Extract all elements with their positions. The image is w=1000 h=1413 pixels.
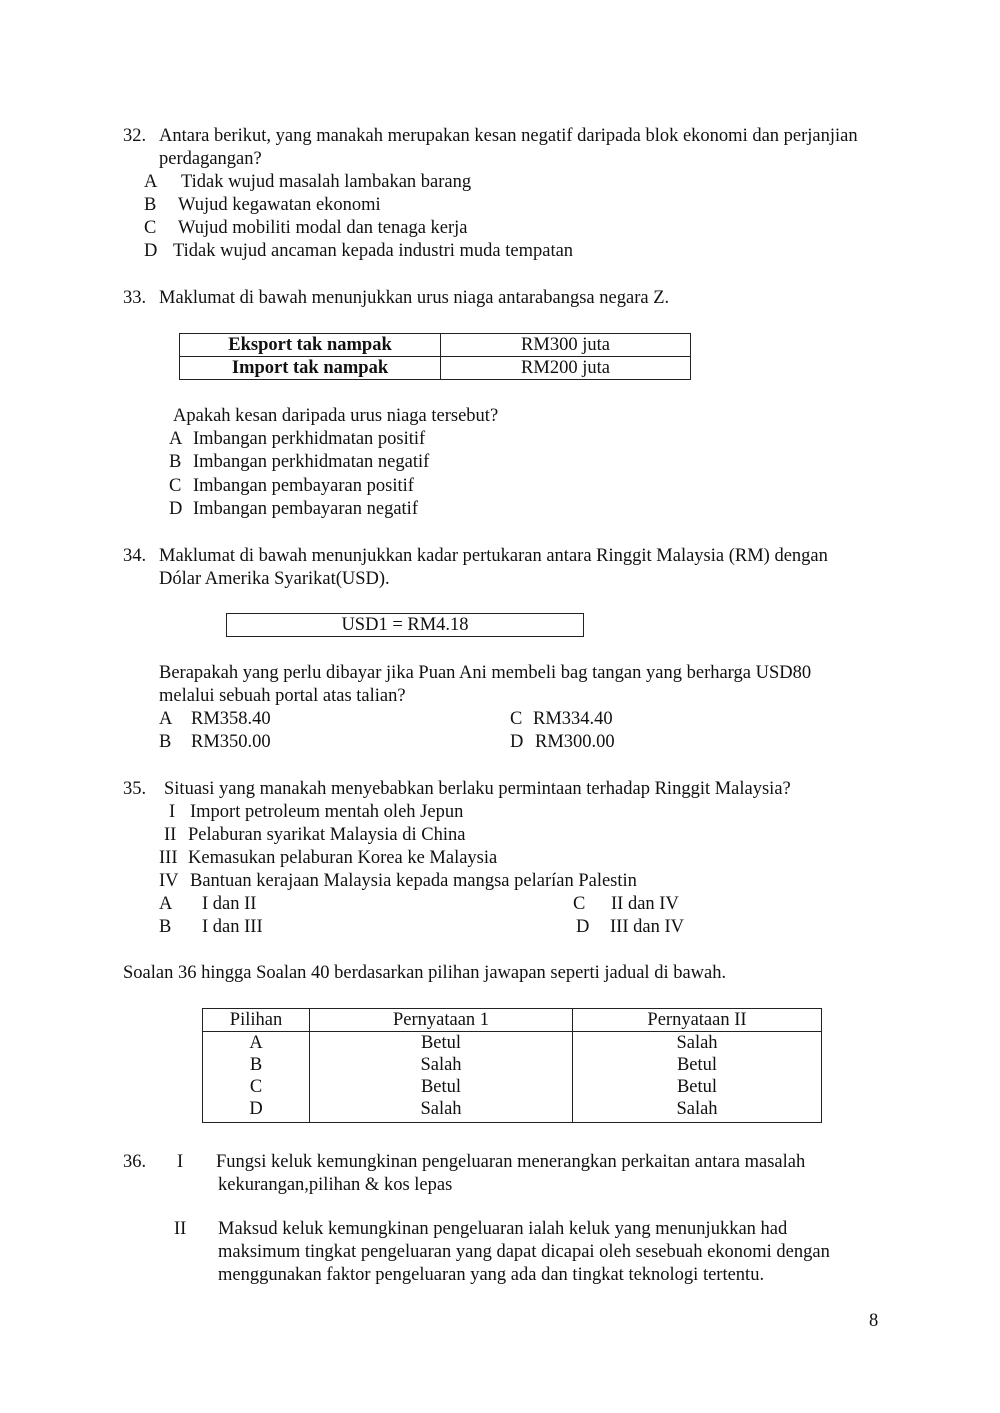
statement-text: Fungsi keluk kemungkinan pengeluaran menerangkan perkaitan antara masalah [216,1152,806,1172]
statement-roman: I [169,802,176,822]
table-row [180,357,691,380]
table-cell: Betul [420,1077,462,1097]
statement-roman: II [174,1219,187,1239]
option-letter: B [159,732,172,752]
table-cell: C [249,1077,263,1097]
statement-roman: III [159,848,178,868]
table-cell: B [249,1055,263,1075]
table-cell: RM300 juta [441,334,691,357]
option-text: I dan II [202,894,257,914]
option-text: RM350.00 [191,732,271,752]
option-letter: C [144,218,157,238]
option-text: Tidak wujud masalah lambakan barang [181,172,472,192]
question-text: perdagangan? [159,149,262,169]
statement-text: Import petroleum mentah oleh Jepun [190,802,464,822]
table-header: Pilihan [203,1009,310,1032]
statement-text: menggunakan faktor pengeluaran yang ada dan tingkat teknologi tertentu. [218,1265,765,1285]
option-text: RM334.40 [533,709,613,729]
option-text: Imbangan pembayaran negatif [193,499,418,519]
option-letter: C [510,709,523,729]
table-cell: A [249,1033,263,1053]
option-letter: A [159,709,173,729]
exchange-rate-box [226,613,584,637]
question-text: Maklumat di bawah menunjukkan urus niaga antarabangsa negara Z. [159,288,670,308]
statement-text: Maksud keluk kemungkinan pengeluaran ialah keluk yang menunjukkan had [218,1219,788,1239]
table-header-row [203,1009,822,1032]
statement-text: kekurangan,pilihan & kos lepas [218,1175,453,1195]
table-cell: Betul [420,1033,462,1053]
option-letter: B [159,917,172,937]
statement-text: Pelaburan syarikat Malaysia di China [188,825,466,845]
option-letter: C [573,894,586,914]
option-letter: B [169,452,182,472]
option-letter: D [144,241,158,261]
question-number: 33. [123,288,147,308]
question-text: Situasi yang manakah menyebabkan berlaku permintaan terhadap Ringgit Malaysia? [164,779,791,799]
table-row [203,1032,822,1123]
question-number: 35. [123,779,147,799]
question-text: Maklumat di bawah menunjukkan kadar pertukaran antara Ringgit Malaysia (RM) dengan [159,546,828,566]
statement-text: Kemasukan pelaburan Korea ke Malaysia [188,848,498,868]
option-letter: D [510,732,524,752]
option-letter: C [169,476,182,496]
option-text: Wujud kegawatan ekonomi [178,195,381,215]
option-text: Imbangan perkhidmatan positif [193,429,426,449]
question-text: Antara berikut, yang manakah merupakan kesan negatif daripada blok ekonomi dan perjanjian [159,126,858,146]
table-cell: Salah [676,1099,718,1119]
option-letter: D [169,499,183,519]
option-text: RM300.00 [535,732,615,752]
option-text: Wujud mobiliti modal dan tenaga kerja [178,218,468,238]
option-text: Imbangan perkhidmatan negatif [193,452,430,472]
table-cell: Betul [676,1077,718,1097]
option-letter: A [144,172,158,192]
page-number: 8 [869,1311,879,1331]
statement-text: maksimum tingkat pengeluaran yang dapat dicapai oleh sesebuah ekonomi dengan [218,1242,830,1262]
option-text: I dan III [202,917,263,937]
question-prompt: Apakah kesan daripada urus niaga tersebut? [173,406,499,426]
table-header: Pernyataan II [573,1009,822,1032]
table-header: Pernyataan 1 [310,1009,573,1032]
answer-table [202,1008,822,1123]
option-text: Tidak wujud ancaman kepada industri muda tempatan [173,241,574,261]
table-cell: Eksport tak nampak [180,334,441,357]
question-number: 36. [123,1152,147,1172]
table-cell: Salah [420,1099,462,1119]
exchange-rate: USD1 = RM4.18 [341,615,469,635]
statement-text: Bantuan kerajaan Malaysia kepada mangsa pelarían Palestin [190,871,637,891]
option-letter: A [159,894,173,914]
trade-table [179,333,691,380]
table-cell: Salah [420,1055,462,1075]
table-cell: Import tak nampak [180,357,441,380]
question-number: 32. [123,126,147,146]
table-row [180,334,691,357]
question-prompt: melalui sebuah portal atas talian? [159,686,406,706]
table-cell: Salah [676,1033,718,1053]
question-text: Dólar Amerika Syarikat(USD). [159,569,390,589]
question-prompt: Berapakah yang perlu dibayar jika Puan Ani membeli bag tangan yang berharga USD80 [159,663,812,683]
table-cell: RM200 juta [441,357,691,380]
statement-roman: IV [159,871,179,891]
option-letter: D [576,917,590,937]
statement-roman: II [164,825,177,845]
instruction-text: Soalan 36 hingga Soalan 40 berdasarkan pilihan jawapan seperti jadual di bawah. [123,963,727,983]
table-cell: Betul [676,1055,718,1075]
question-number: 34. [123,546,147,566]
option-text: Imbangan pembayaran positif [193,476,414,496]
statement-roman: I [177,1152,184,1172]
option-letter: B [144,195,157,215]
option-text: II dan IV [611,894,679,914]
option-text: RM358.40 [191,709,271,729]
table-cell: D [249,1099,263,1119]
option-text: III dan IV [610,917,684,937]
option-letter: A [169,429,183,449]
